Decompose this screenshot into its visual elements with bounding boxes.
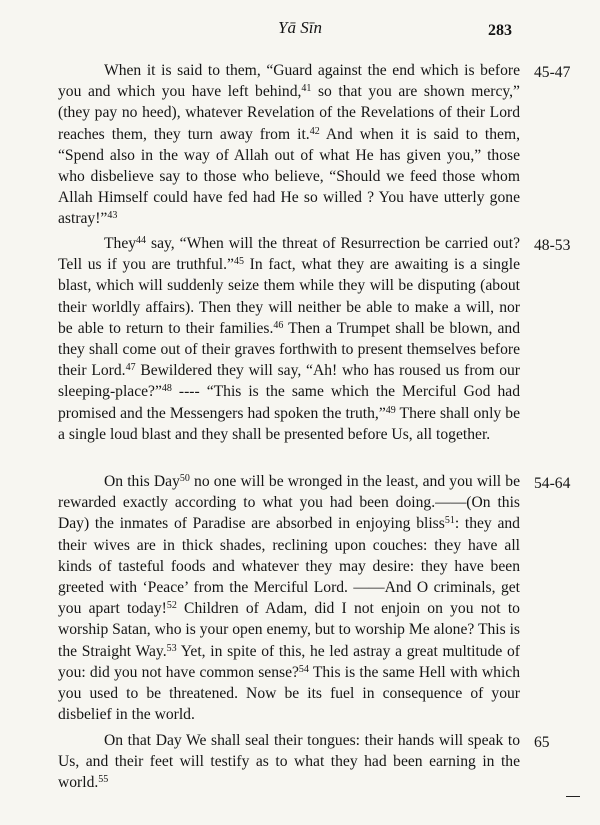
paragraph-text: so that you are shown mercy,” (they pay no heed), whatever Revelation of the Revelations of their Lord reaches them, they turn away from it. — [58, 83, 520, 143]
footnote-marker: 43 — [107, 210, 118, 222]
paragraph-verses-54-64 — [58, 471, 520, 725]
footnote-marker: 51 — [444, 515, 455, 527]
verse-reference: 48-53 — [534, 237, 571, 254]
footnote-marker: 52 — [166, 600, 177, 612]
page-number: 283 — [488, 22, 512, 39]
footnote-marker: 44 — [136, 235, 147, 246]
footnote-marker: 49 — [385, 404, 396, 416]
continuation-dash — [566, 796, 580, 797]
paragraph-text: They — [104, 235, 137, 252]
footnote-marker: 46 — [273, 319, 284, 331]
paragraph-text: Bewildered they will say, “Ah! who has roused us from our sleeping-place?” — [58, 362, 521, 401]
paragraph-text: When it is said to them, “Guard against the end which is before you and which you have left behind, — [58, 62, 520, 101]
paragraph-text: : they and their wives are in thick shades, reclining upon couches: they have all kinds of tasteful foods and whatever they may desire: they have been greeted with ‘Peace’ from the Merciful Lord. ——And O criminals, get you apart today! — [58, 515, 520, 618]
paragraph-text: Children of Adam, did I not enjoin on you not to worship Satan, who is your open enemy, but to worship Me alone? This is the Straight Way. — [58, 600, 520, 660]
paragraph-text: There shall only be a single loud blast and they shall be presented before Us, all together. — [58, 404, 521, 443]
paragraph-text: no one will be wronged in the least, and you will be rewarded exactly according to what you had been doing.——(On this Day) the inmates of Paradise are absorbed in enjoying bliss — [58, 473, 520, 533]
paragraph-verses-48-53 — [58, 233, 520, 445]
verse-reference: 45-47 — [534, 64, 571, 81]
footnote-marker: 55 — [98, 774, 109, 786]
footnote-marker: 42 — [309, 125, 320, 137]
paragraph-text: ---- “This is the same which the Merciful God had promised and the Messengers had spoken the truth,” — [58, 383, 520, 422]
footnote-marker: 47 — [125, 362, 136, 374]
footnote-marker: 50 — [179, 473, 190, 484]
paragraph-verses-45-47 — [58, 60, 520, 230]
paragraph-text: This is the same Hell with which you used to be threatened. Now be its fuel in consequence of your disbelief in the world. — [58, 663, 520, 724]
footnote-marker: 41 — [301, 83, 312, 95]
footnote-marker: 48 — [161, 383, 172, 395]
paragraph-text: Then a Trumpet shall be blown, and they shall come out of their graves forthwith to present themselves before their Lord. — [58, 319, 521, 380]
paragraph-text: say, “When will the threat of Resurrection be carried out? Tell us if you are truthful.” — [58, 235, 520, 274]
paragraph-text: Yet, in spite of this, he led astray a great multitude of you: did you not have common sense? — [58, 642, 520, 681]
paragraph-text: And when it is said to them, “Spend also in the way of Allah out of what He has given you,” those who disbelieve say to those who believe, “Should we feed those whom Allah Himself could have fed had He so willed ? You have utterly gone astray!” — [58, 125, 520, 228]
paragraph-text: On that Day We shall seal their tongues: their hands will speak to Us, and their feet will testify as to what they had been earning in the world. — [58, 732, 520, 792]
footnote-marker: 45 — [233, 256, 244, 268]
running-head-title: Yā Sīn — [278, 18, 322, 37]
footnote-marker: 54 — [298, 663, 309, 675]
paragraph-text: In fact, what they are awaiting is a single blast, which will suddenly seize them while they will be disputing (about their worldly affairs). Then they will neither be able to make a will, nor be able to return to their families. — [58, 256, 520, 337]
footnote-marker: 53 — [166, 642, 177, 654]
verse-reference: 65 — [534, 734, 550, 751]
paragraph-text: On this Day — [104, 473, 180, 490]
verse-reference: 54-64 — [534, 475, 571, 492]
paragraph-verse-65 — [58, 730, 520, 794]
